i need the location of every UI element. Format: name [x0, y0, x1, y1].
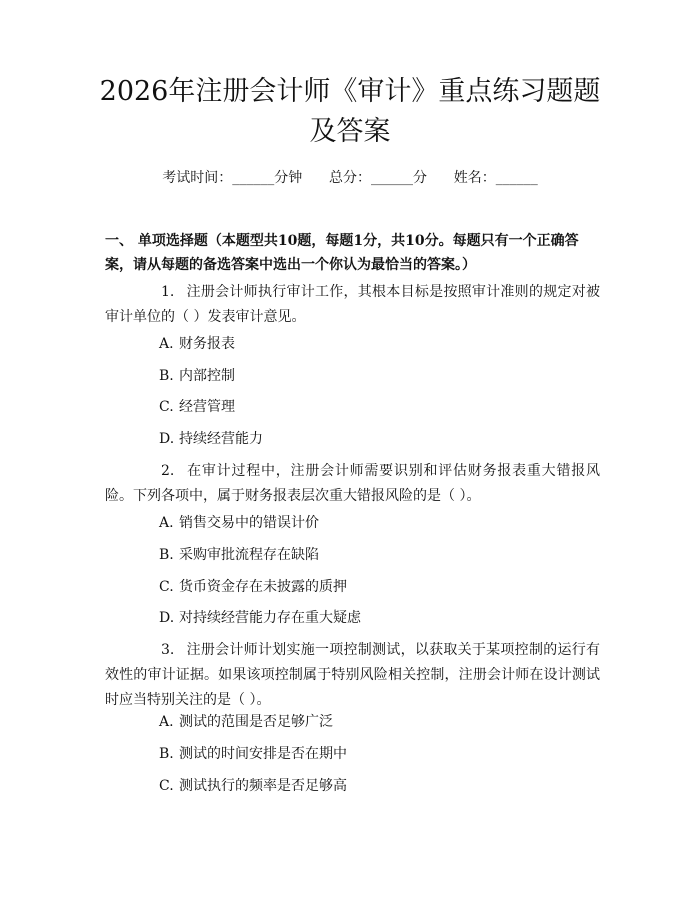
- question-3-option-a[interactable]: [159, 712, 599, 732]
- option-letter: A.: [159, 714, 174, 730]
- option-letter: C.: [159, 399, 174, 415]
- question-2-option-a[interactable]: [159, 513, 599, 533]
- option-letter: A.: [159, 515, 174, 531]
- question-1-option-b[interactable]: [159, 366, 599, 386]
- option-letter: B.: [159, 746, 174, 762]
- option-text: 持续经营能力: [179, 431, 263, 447]
- question-1-option-d[interactable]: [159, 429, 599, 449]
- question-text: 在审计过程中，注册会计师需要识别和评估财务报表重大错报风险。下列各项中，属于财务报表层次重大错报风险的是（ ）。: [105, 463, 600, 504]
- section-heading: 一、 单项选择题（本题型共10题，每题1分，共10分。每题只有一个正确答案，请从每题的备选答案中选出一个你认为最恰当的答案。）: [105, 233, 579, 273]
- option-letter: C.: [159, 579, 174, 595]
- option-letter: A.: [159, 336, 174, 352]
- question-1: [105, 280, 600, 330]
- question-1-option-c[interactable]: [159, 397, 599, 417]
- question-3: [105, 638, 600, 713]
- question-3-option-b[interactable]: [159, 744, 599, 764]
- option-text: 经营管理: [179, 399, 235, 415]
- question-2-option-c[interactable]: [159, 577, 599, 597]
- question-1-option-a[interactable]: [159, 334, 599, 354]
- option-text: 货币资金存在未披露的质押: [179, 579, 347, 595]
- option-text: 采购审批流程存在缺陷: [179, 547, 319, 563]
- option-letter: D.: [159, 610, 175, 626]
- document-title: 2026年注册会计师《审计》重点练习题题及答案: [99, 76, 601, 147]
- option-text: 测试执行的频率是否足够高: [179, 778, 347, 794]
- option-text: 内部控制: [179, 368, 235, 384]
- exam-info-line: 考试时间：______分钟 总分：______分 姓名：______: [162, 170, 538, 186]
- question-2-option-d[interactable]: [159, 608, 599, 628]
- question-3-option-c[interactable]: [159, 776, 599, 796]
- option-letter: D.: [159, 431, 175, 447]
- question-2: [105, 459, 600, 509]
- option-text: 测试的时间安排是否在期中: [179, 746, 347, 762]
- question-2-option-b[interactable]: [159, 545, 599, 565]
- question-number: 1.: [161, 284, 175, 300]
- option-text: 测试的范围是否足够广泛: [179, 714, 333, 730]
- question-number: 2.: [161, 463, 175, 479]
- option-letter: B.: [159, 368, 174, 384]
- option-letter: B.: [159, 547, 174, 563]
- question-text: 注册会计师计划实施一项控制测试，以获取关于某项控制的运行有效性的审计证据。如果该项控制属于特别风险相关控制，注册会计师在设计测试时应当特别关注的是（ ）。: [105, 642, 600, 708]
- option-text: 财务报表: [179, 336, 235, 352]
- question-text: 注册会计师执行审计工作，其根本目标是按照审计准则的规定对被审计单位的（ ）发表审计意见。: [105, 284, 600, 325]
- option-text: 对持续经营能力存在重大疑虑: [179, 610, 361, 626]
- option-letter: C.: [159, 778, 174, 794]
- question-number: 3.: [161, 642, 175, 658]
- option-text: 销售交易中的错误计价: [179, 515, 319, 531]
